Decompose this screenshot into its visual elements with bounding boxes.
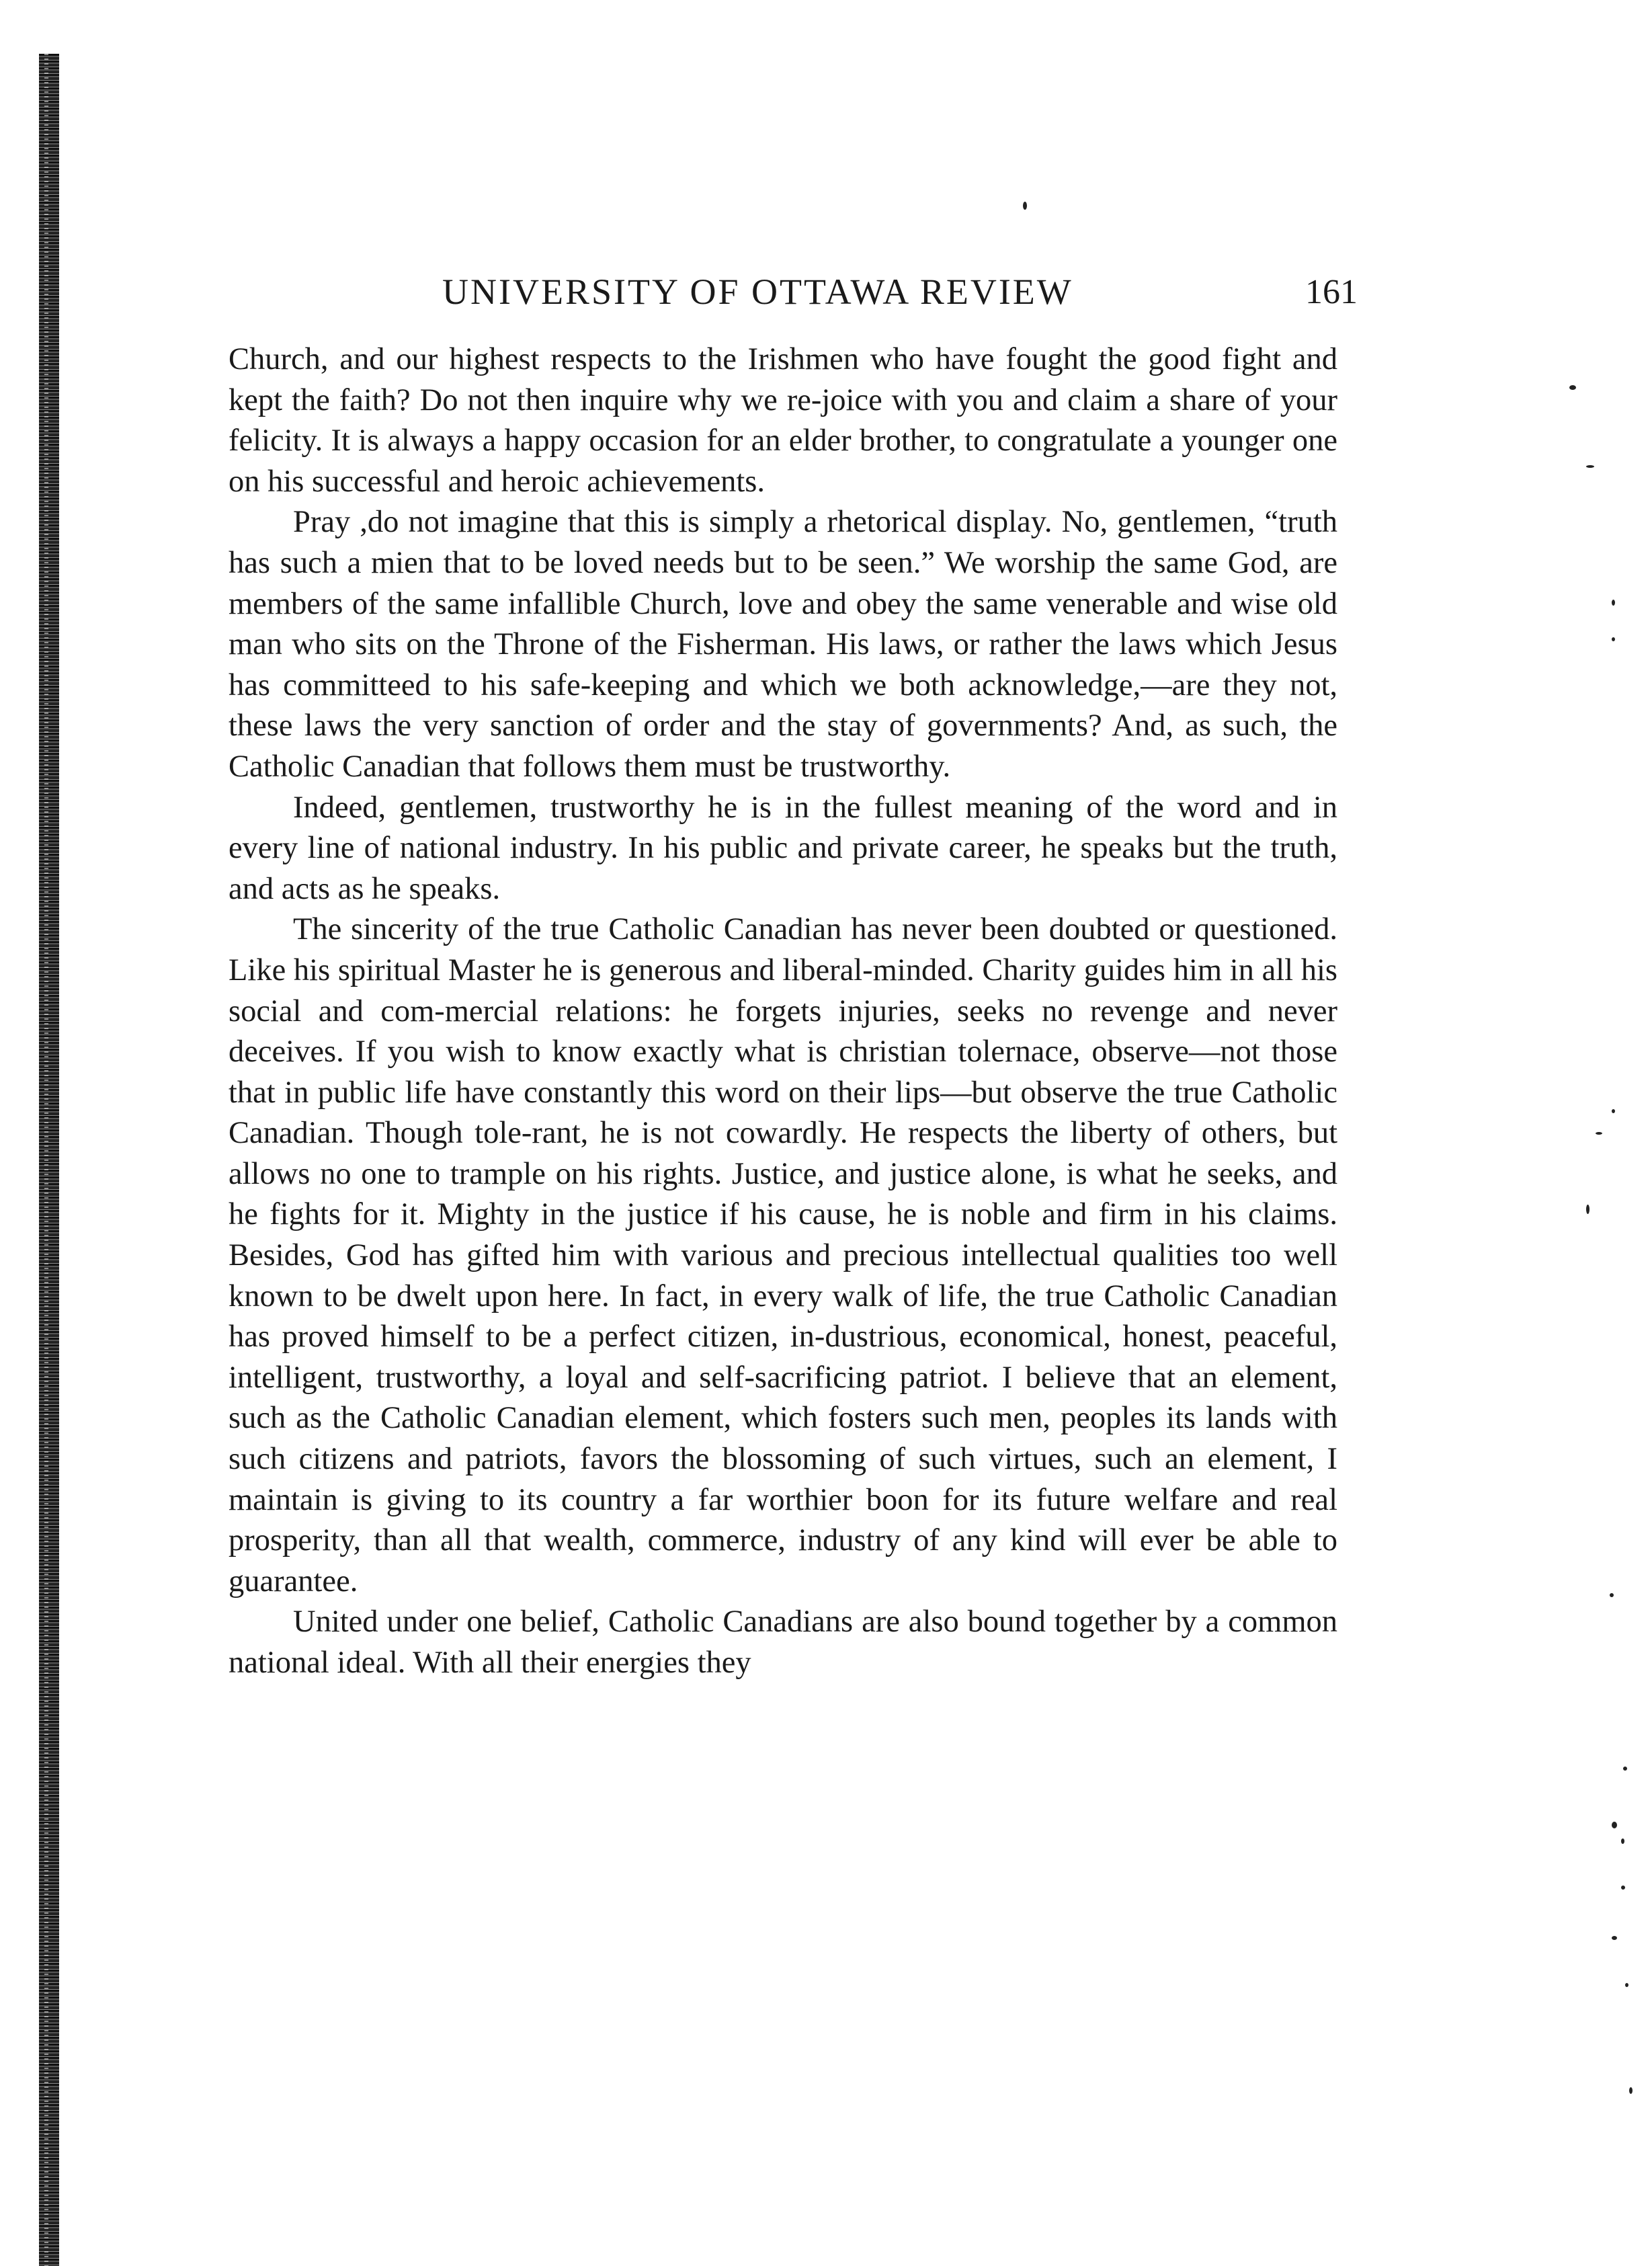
paragraph: The sincerity of the true Catholic Canadian has never been doubted or questioned. Like his spiritual Master he is generous and liberal-minded. Charity guides him in all his social and com-mercial relations: he forgets injuries, seeks no revenge and never deceives. If you wish to know exactly what is christian tolernace, observe—not those that in public life have constantly this word on their lips—but observe the true Catholic Canadian. Though tole-rant, he is not cowardly. He respects the liberty of others, but allows no one to trample on his rights. Justice, and justice alone, is what he seeks, and he fights for it. Mighty in the justice if his cause, he is noble and firm in his claims. Besides, God has gifted him with various and precious intellectual qualities too well known to be dwelt upon here. In fact, in every walk of life, the true Catholic Canadian has proved himself to be a perfect citizen, in-dustrious, economical, honest, peaceful, intelligent, trustworthy, a loyal and self-sacrificing patriot. I believe that an element, such as the Catholic Canadian element, which fosters such men, peoples its lands with such citizens and patriots, favors the blossoming of such virtues, such an element, I maintain is giving to its country a far worthier boon for its future welfare and real prosperity, than all that wealth, commerce, industry of any kind will ever be able to guarantee.: [229, 912, 1337, 1599]
paragraph: Church, and our highest respects to the Irishmen who have fought the good fight and kept the faith? Do not then inquire why we re-joice with you and claim a share of your felicity. It is always a happy occasion for an elder brother, to congratulate a younger one on his successful and heroic achievements.: [229, 342, 1337, 499]
scan-speck: [1610, 1593, 1614, 1597]
scan-speck: [1612, 1109, 1615, 1113]
scan-speck: [1623, 1767, 1627, 1771]
scan-speck: [1612, 637, 1615, 641]
scan-speck: [1586, 1205, 1589, 1214]
scan-speck: [1612, 1822, 1617, 1828]
paragraph: Pray ,do not imagine that this is simply a rhetorical display. No, gentlemen, “truth has such a mien that to be loved needs but to be seen.” We worship the same God, are members of the same infallible Church, love and obey the same venerable and wise old man who sits on the Throne of the Fisherman. His laws, or rather the laws which Jesus has committeed to his safe-keeping and which we both acknowledge,—are they not, these laws the very sanction of order and the stay of governments? And, as such, the Catholic Canadian that follows them must be trustworthy.: [229, 505, 1337, 784]
page-content: [229, 266, 1358, 1684]
article-body: [229, 339, 1337, 1684]
page-number: 161: [1305, 273, 1358, 311]
scan-speck: [1629, 2087, 1633, 2094]
scan-speck: [1621, 1886, 1625, 1890]
scan-speck: [1612, 600, 1615, 606]
scan-speck: [1625, 1983, 1628, 1987]
scan-speck: [1621, 1838, 1624, 1844]
scan-speck: [1569, 385, 1576, 390]
scan-speck: [1612, 1936, 1617, 1940]
binding-edge: [39, 54, 59, 2266]
scan-speck: [1596, 1132, 1602, 1135]
scan-speck: [1586, 465, 1594, 468]
journal-title: UNIVERSITY OF OTTAWA REVIEW: [442, 272, 1073, 312]
running-head: [229, 266, 1358, 339]
paragraph: United under one belief, Catholic Canadians are also bound together by a common national ideal. With all their energies they: [229, 1605, 1337, 1680]
scan-speck: [1023, 202, 1027, 210]
paragraph: Indeed, gentlemen, trustworthy he is in the fullest meaning of the word and in every line of national industry. In his public and private career, he speaks but the truth, and acts as he speaks.: [229, 790, 1337, 906]
